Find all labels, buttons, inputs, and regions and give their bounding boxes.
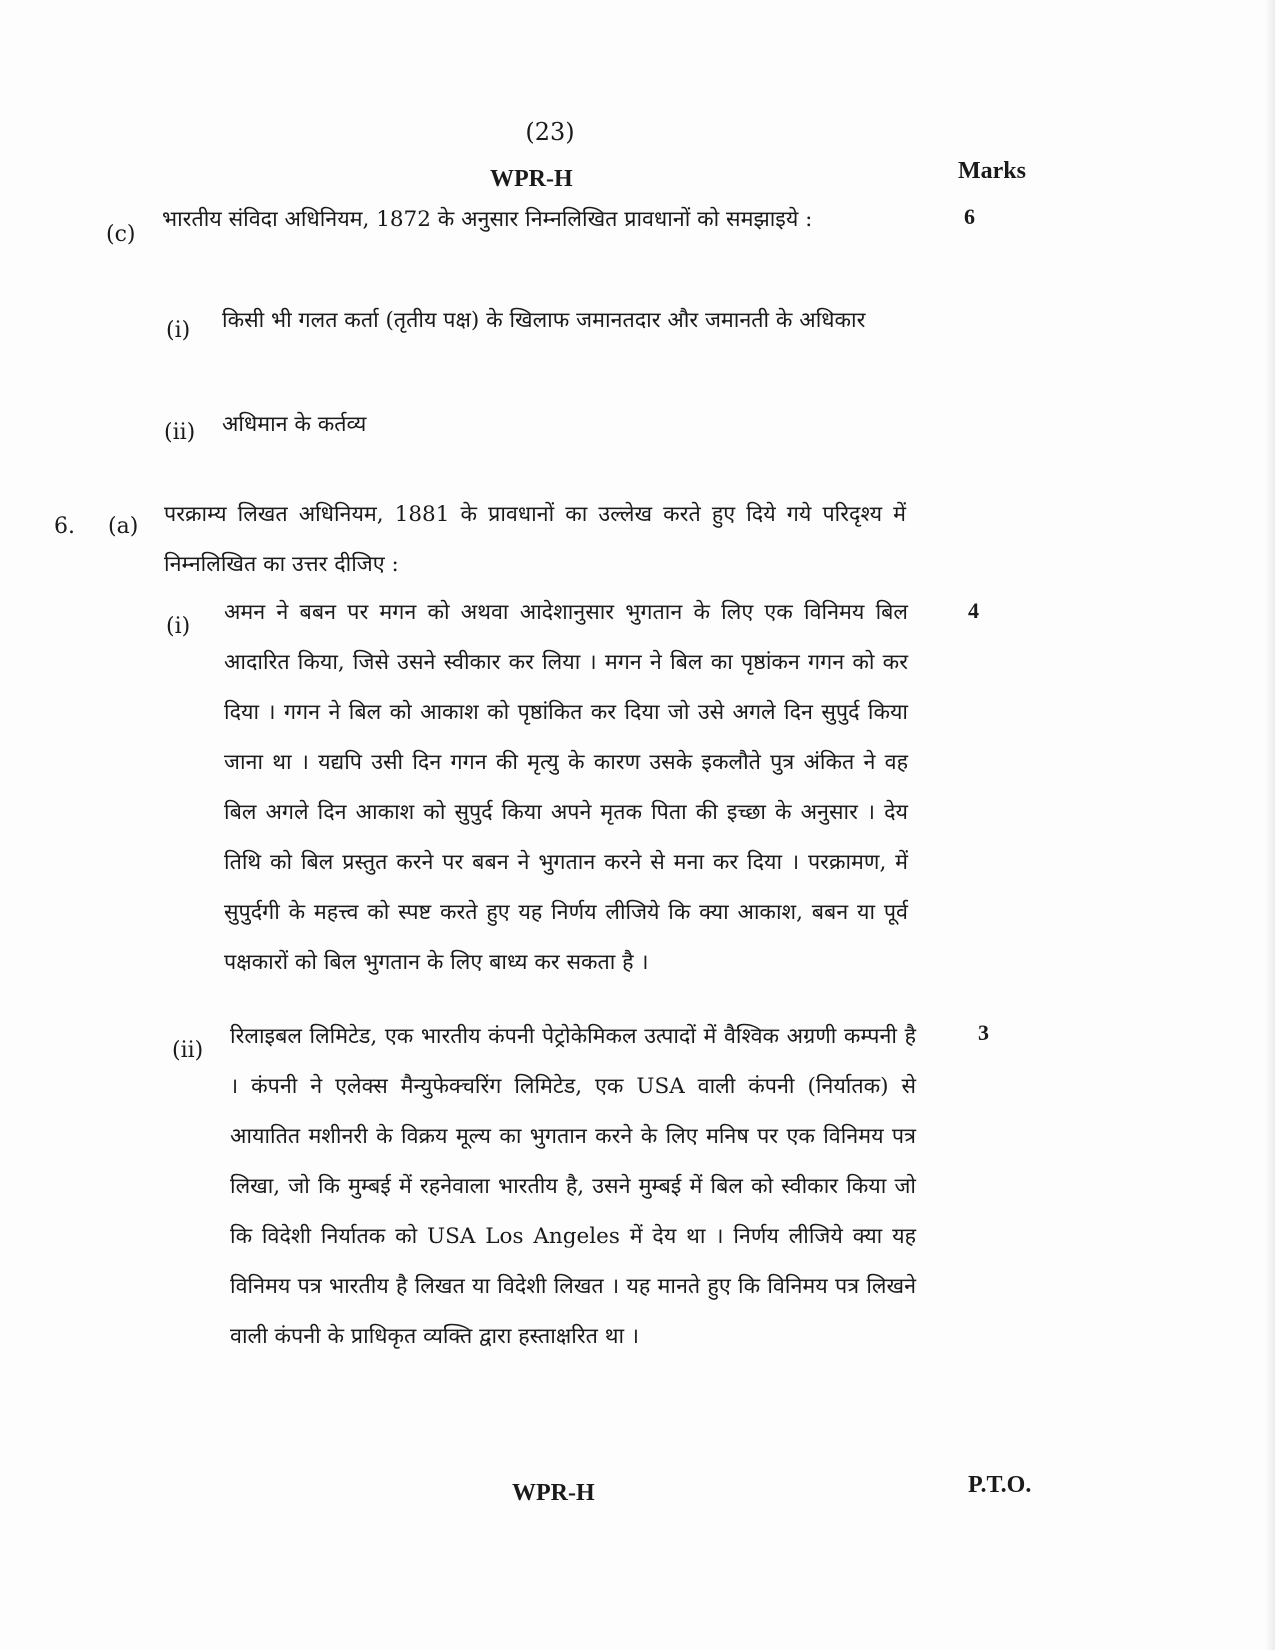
q5c-ii-label: (ii) — [164, 420, 196, 445]
q6a-i-marks: 4 — [968, 598, 979, 623]
q5c-label: (c) — [106, 222, 136, 247]
paper-code-header: WPR-H — [490, 166, 573, 192]
q6-number: 6. — [54, 514, 75, 539]
q5c-i-label: (i) — [166, 318, 191, 343]
q6a-text: परक्राम्य लिखत अधिनियम, 1881 के प्रावधानों का उल्लेख करते हुए दिये गये परिदृश्य में निम्नलिखित का उत्तर दीजिए : — [164, 502, 906, 577]
paper-code-footer: WPR-H — [512, 1480, 595, 1506]
q6a-ii-text: रिलाइबल लिमिटेड, एक भारतीय कंपनी पेट्रोकेमिकल उत्पादों में वैश्विक अग्रणी कम्पनी है । कंपनी ने एलेक्स मैन्युफेक्चरिंग लिमिटेड, एक USA वाली कंपनी (निर्यातक) से आयातित मशीनरी के विक्रय मूल्य का भुगतान करने के लिए मनिष पर एक विनिमय पत्र लिखा, जो कि मुम्बई में रहनेवाला भारतीय है, उसने मुम्बई में बिल को स्वीकार किया जो कि विदेशी निर्यातक को USA Los Angeles में देय था । निर्णय लीजिये क्या यह विनिमय पत्र भारतीय है लिखत या विदेशी लिखत । यह मानते हुए कि विनिमय पत्र लिखने वाली कंपनी के प्राधिकृत व्यक्ति द्वारा हस्ताक्षरित था । — [230, 1024, 916, 1349]
q6a-i-label: (i) — [166, 614, 191, 639]
scan-edge-shadow — [1265, 0, 1275, 1650]
q6a-ii-label: (ii) — [172, 1038, 204, 1063]
q5c-ii-text: अधिमान के कर्तव्य — [222, 412, 367, 437]
q5c-i-text: किसी भी गलत कर्ता (तृतीय पक्ष) के खिलाफ जमानतदार और जमानती के अधिकार — [222, 308, 866, 333]
q6a-label: (a) — [108, 514, 139, 539]
marks-heading: Marks — [958, 158, 1026, 184]
q5c-text: भारतीय संविदा अधिनियम, 1872 के अनुसार निम्नलिखित प्रावधानों को समझाइये : — [162, 207, 813, 232]
q5c-marks: 6 — [964, 204, 975, 229]
page-number: (23) — [525, 118, 575, 146]
q6a-ii-marks: 3 — [978, 1020, 989, 1045]
q6a-i-text: अमन ने बबन पर मगन को अथवा आदेशानुसार भुगतान के लिए एक विनिमय बिल आदारित किया, जिसे उसने स्वीकार कर लिया । मगन ने बिल का पृष्ठांकन गगन को कर दिया । गगन ने बिल को आकाश को पृष्ठांकित कर दिया जो उसे अगले दिन सुपुर्द किया जाना था । यद्यपि उसी दिन गगन की मृत्यु के कारण उसके इकलौते पुत्र अंकित ने वह बिल अगले दिन आकाश को सुपुर्द किया अपने मृतक पिता की इच्छा के अनुसार । देय तिथि को बिल प्रस्तुत करने पर बबन ने भुगतान करने से मना कर दिया । परक्रामण, में सुपुर्दगी के महत्त्व को स्पष्ट करते हुए यह निर्णय लीजिये कि क्या आकाश, बबन या पूर्व पक्षकारों को बिल भुगतान के लिए बाध्य कर सकता है । — [224, 600, 908, 975]
pto-label: P.T.O. — [968, 1472, 1032, 1498]
